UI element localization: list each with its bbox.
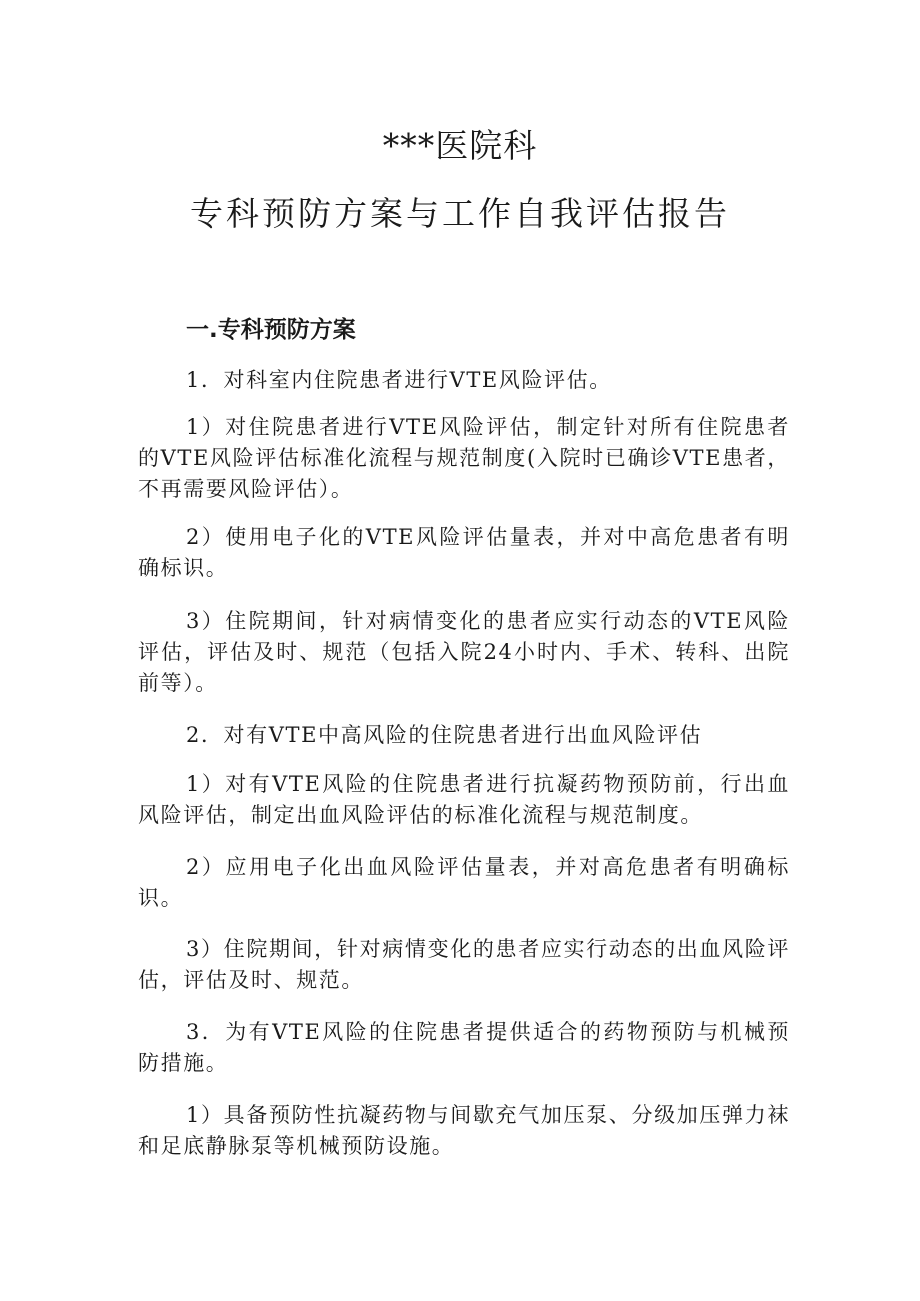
report-title: 专科预防方案与工作自我评估报告 bbox=[190, 194, 730, 233]
paragraph-subitem-1-3: 3）住院期间，针对病情变化的患者应实行动态的VTE风险评估，评估及时、规范（包括入院24小时内、手术、转科、出院前等）。 bbox=[138, 609, 790, 695]
section-heading: 一.专科预防方案 bbox=[186, 317, 356, 343]
paragraph-item-3: 3．为有VTE风险的住院患者提供适合的药物预防与机械预防措施。 bbox=[138, 1020, 790, 1075]
paragraph-item-1: 1．对科室内住院患者进行VTE风险评估。 bbox=[186, 368, 612, 392]
paragraph-subitem-2-1: 1）对有VTE风险的住院患者进行抗凝药物预防前，行出血风险评估，制定出血风险评估的标准化流程与规范制度。 bbox=[138, 772, 790, 827]
paragraph-subitem-2-3: 3）住院期间，针对病情变化的患者应实行动态的出血风险评估，评估及时、规范。 bbox=[138, 937, 790, 992]
paragraph-subitem-2-2: 2）应用电子化出血风险评估量表，并对高危患者有明确标识。 bbox=[138, 855, 790, 910]
paragraph-subitem-1-2: 2）使用电子化的VTE风险评估量表，并对中高危患者有明确标识。 bbox=[138, 525, 790, 580]
hospital-title: ***医院科 bbox=[382, 126, 538, 165]
paragraph-subitem-3-1: 1）具备预防性抗凝药物与间歇充气加压泵、分级加压弹力袜和足底静脉泵等机械预防设施。 bbox=[138, 1103, 790, 1158]
paragraph-subitem-1-1: 1）对住院患者进行VTE风险评估，制定针对所有住院患者的VTE风险评估标准化流程与规范制度(入院时已确诊VTE患者，不再需要风险评估）。 bbox=[138, 415, 790, 501]
paragraph-item-2: 2．对有VTE中高风险的住院患者进行出血风险评估 bbox=[186, 723, 703, 747]
